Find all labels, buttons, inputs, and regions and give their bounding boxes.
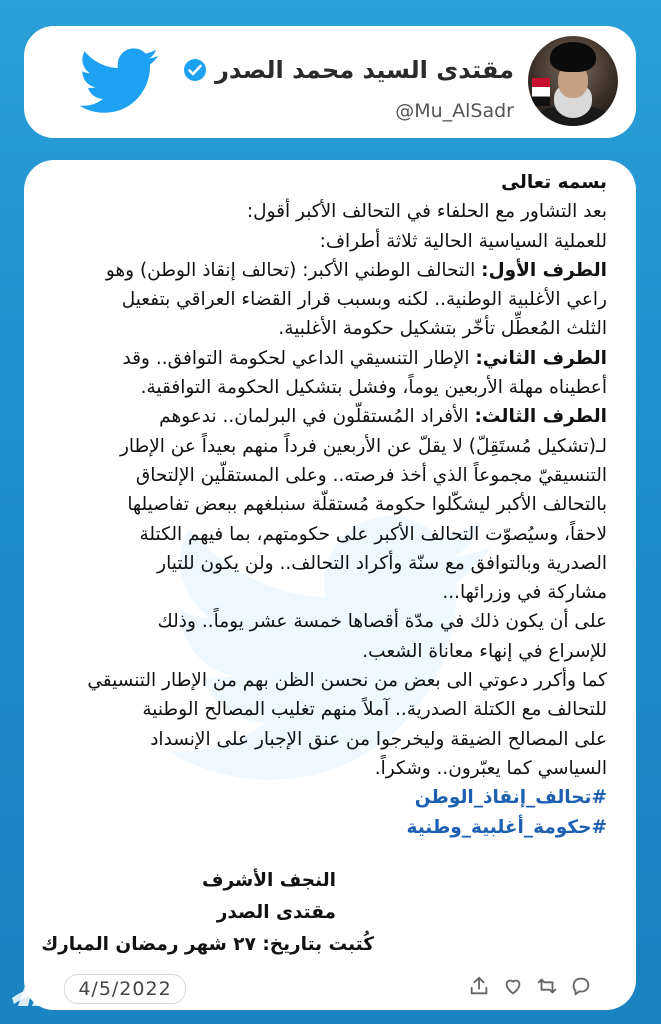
tweet-line: بسمه تعالى — [501, 172, 607, 193]
tweet-line: بعد التشاور مع الحلفاء في التحالف الأكبر أقول: — [246, 201, 607, 223]
profile-header-card — [24, 26, 636, 138]
reply-icon[interactable] — [570, 975, 592, 997]
display-name[interactable]: مقتدى السيد محمد الصدر — [215, 56, 514, 84]
tweet-line: للإسراع في إنهاء معاناة الشعب. — [362, 640, 607, 662]
twitter-bird-icon — [80, 48, 160, 114]
signature-date: كُتبت بتاريخ: ٢٧ شهر رمضان المبارك — [41, 934, 374, 955]
tweet-line: راعي الأغلبية الوطنية.. لكنه وبسبب قرار القضاء العراقي بتفعيل — [121, 289, 607, 311]
tweet-line: لاحقاً، وسيُصوّت التحالف الأكبر على حكومتهم، بما فيهم الكتلة — [139, 523, 607, 545]
channel-logo-icon — [8, 942, 72, 1012]
tweet-line: على المصالح الضيقة وليخرجوا من عنق الإجبار على الإنسداد — [150, 728, 607, 750]
retweet-icon[interactable] — [536, 975, 558, 997]
signature-place: النجف الأشرف — [202, 870, 336, 891]
name-line — [183, 56, 514, 84]
tweet-line: السياسي كما يعبّرون.. وشكراً. — [374, 757, 607, 779]
tweet-line: التنسيقيّ مجموعاً الذي أخذ فرصته.. وعلى المستقلّين الإلتحاق — [135, 464, 607, 486]
tweet-line: لـ(تشكيل مُستَقِلّ) لا يقلّ عن الأربعين فرداً منهم بعيداً عن الإطار — [119, 435, 607, 457]
hashtag-link[interactable]: #تحالف_إنقاذ_الوطن — [414, 787, 607, 809]
tweet-line: الصدرية وبالتوافق مع سنّة وأكراد التحالف.. ولن يكون للتيار — [157, 552, 607, 574]
verified-badge-icon — [183, 58, 207, 82]
tweet-line: الطرف الثاني: الإطار التنسيقي الداعي لحكومة التوافق.. وقد — [122, 347, 607, 369]
like-heart-icon[interactable] — [502, 975, 524, 997]
hashtag-link[interactable]: #حكومة_أغلبية_وطنية — [406, 816, 607, 838]
tweet-date: 4/5/2022 — [64, 974, 186, 1004]
tweet-actions — [468, 975, 592, 997]
signature-name: مقتدى الصدر — [216, 902, 336, 923]
signature-block — [41, 865, 374, 961]
tweet-line: الثلث المُعطِّل تأخّر بتشكيل حكومة الأغلبية. — [278, 318, 607, 340]
tweet-line: على أن يكون ذلك في مدّة أقصاها خمسة عشر يوماً.. وذلك — [157, 611, 607, 633]
tweet-line: للعملية السياسية الحالية ثلاثة أطراف: — [319, 230, 607, 252]
tweet-line: الطرف الأول: التحالف الوطني الأكبر: (تحالف إنقاذ الوطن) وهو — [105, 259, 607, 281]
tweet-line: بالتحالف الأكبر ليشكّلوا حكومة مُستقلّة سنبلغهم ببعض تفاصيلها — [127, 494, 607, 516]
tweet-text — [43, 168, 607, 842]
tweet-card — [24, 160, 636, 1010]
avatar[interactable] — [528, 36, 618, 126]
user-handle[interactable]: @Mu_AlSadr — [395, 100, 514, 122]
tweet-line: للتحالف مع الكتلة الصدرية.. آملاً منهم تغليب المصالح الوطنية — [142, 699, 607, 721]
tweet-line: كما وأكرر دعوتي الى بعض من نحسن الظن بهم من الإطار التنسيقي — [87, 670, 607, 692]
tweet-line: الطرف الثالث: الأفراد المُستقلّون في البرلمان.. ندعوهم — [159, 406, 607, 428]
tweet-line: أعطيناه مهلة الأربعين يوماً، وفشل بتشكيل الحكومة التوافقية. — [140, 377, 607, 399]
tweet-line: مشاركة في وزرائها... — [442, 582, 607, 604]
share-icon[interactable] — [468, 975, 490, 997]
